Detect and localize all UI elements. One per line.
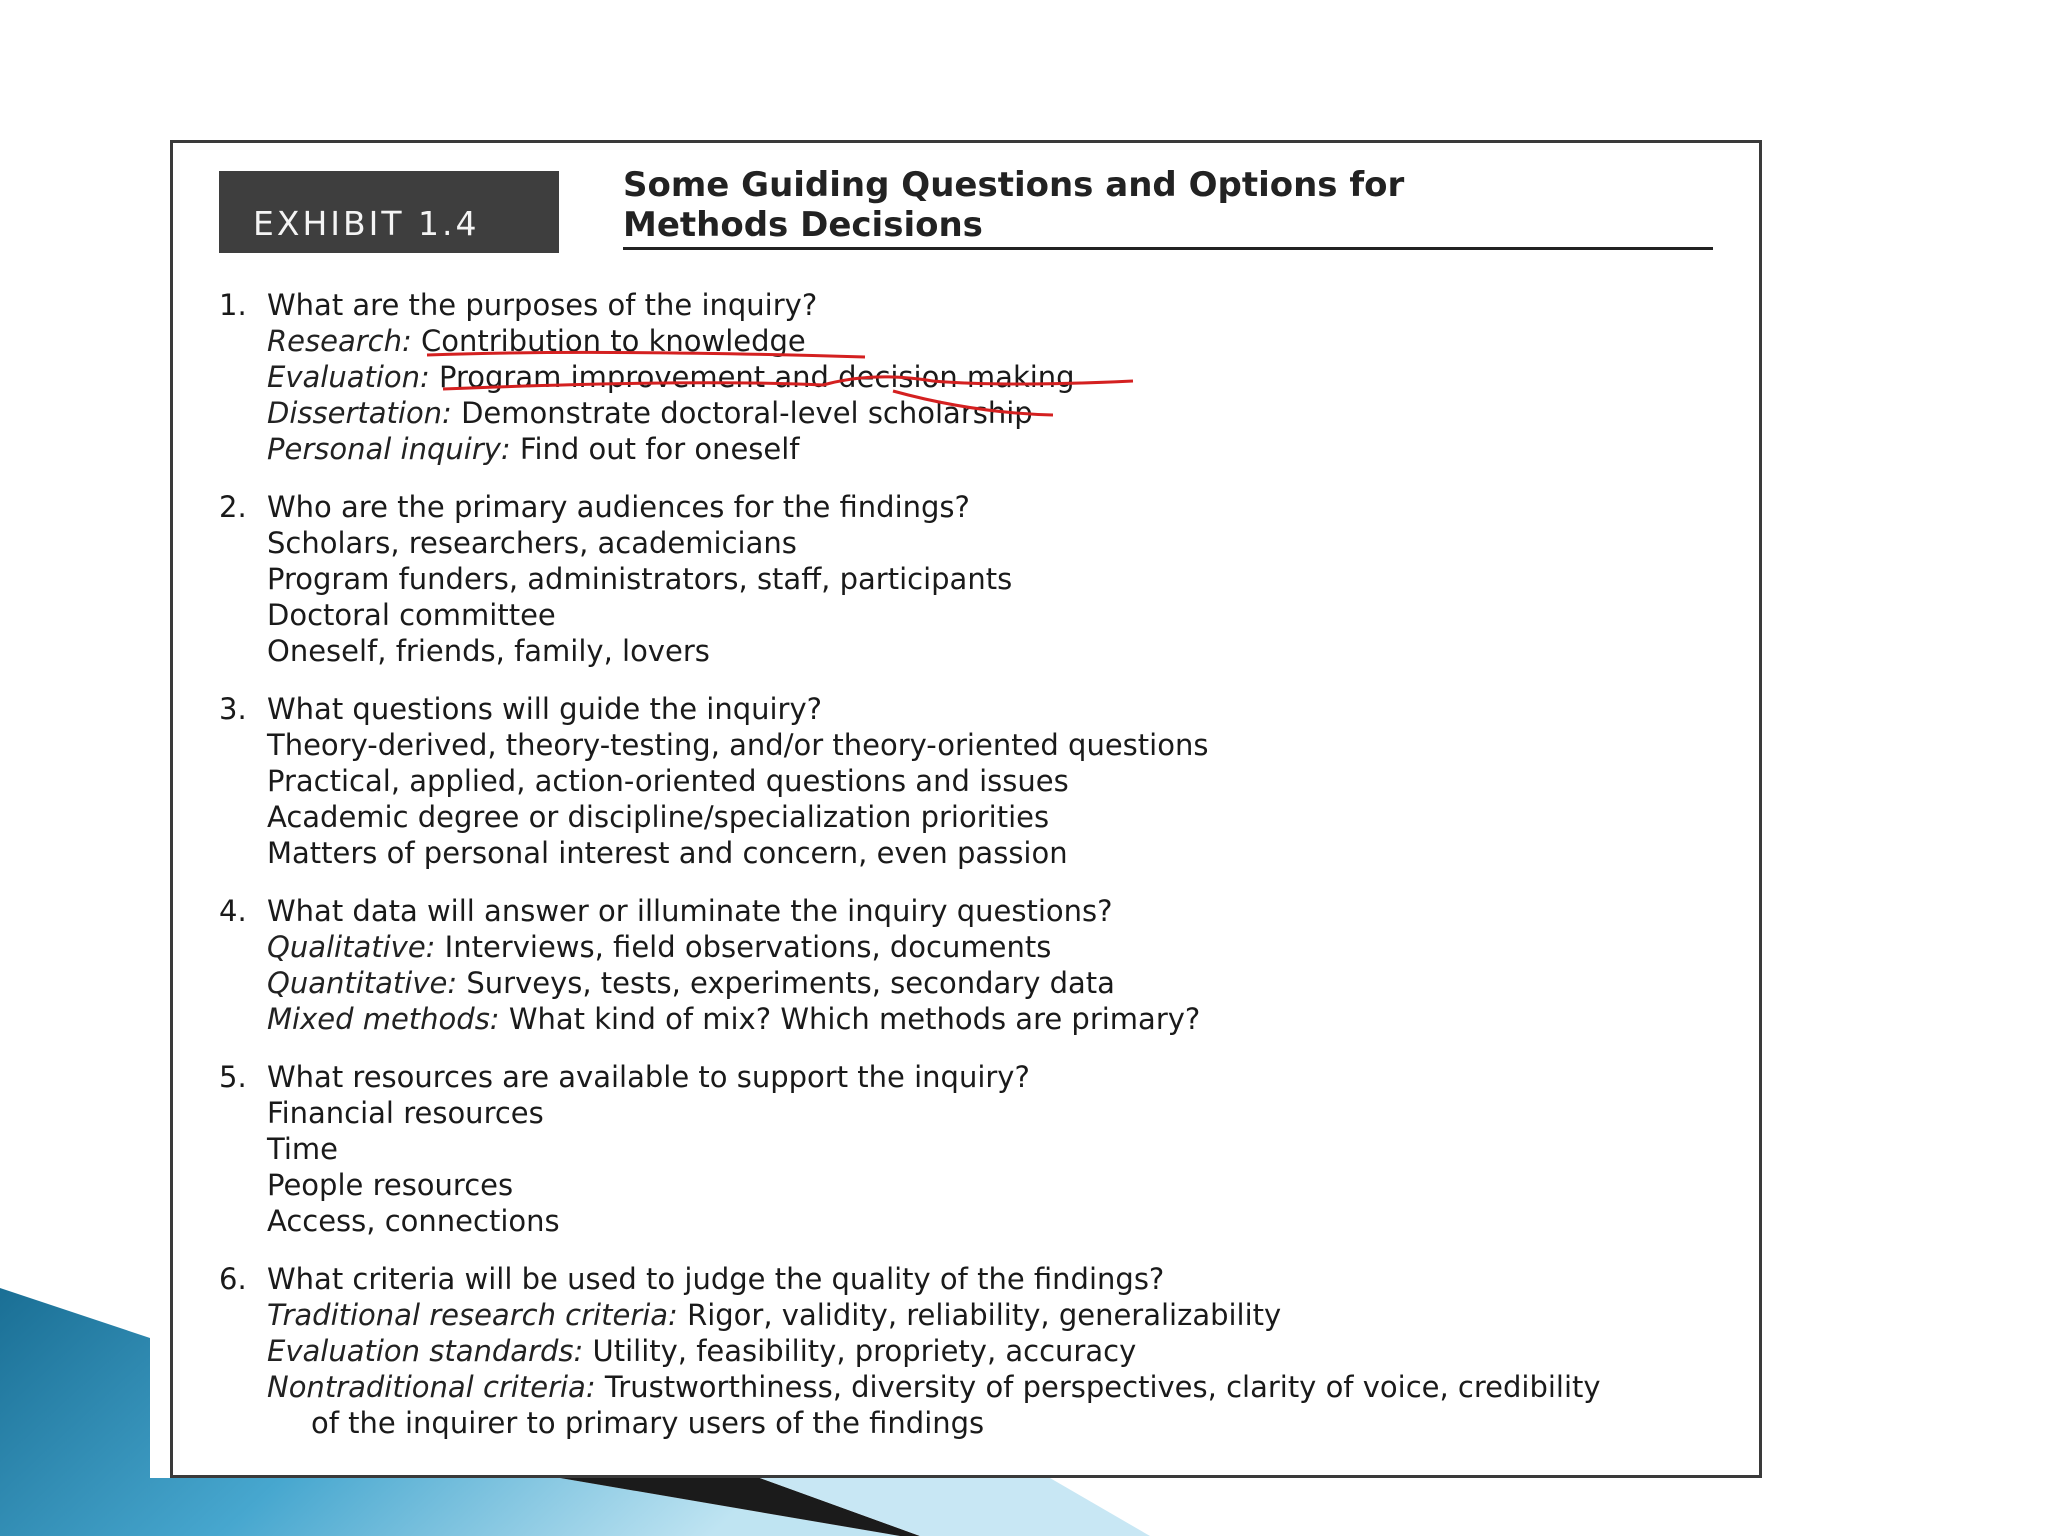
option-text: Scholars, researchers, academicians: [267, 526, 797, 560]
option-label: Personal inquiry:: [267, 432, 511, 466]
option-text: Utility, feasibility, propriety, accuracy: [592, 1334, 1137, 1368]
option-text: Practical, applied, action-oriented questions and issues: [267, 764, 1069, 798]
option-text: Program funders, administrators, staff, participants: [267, 562, 1013, 596]
option-label: Nontraditional criteria:: [267, 1370, 596, 1404]
option-label: Traditional research criteria:: [267, 1298, 678, 1332]
option-text: Trustworthiness, diversity of perspectives, clarity of voice, credibility: [604, 1370, 1601, 1404]
option-personal-inquiry: [219, 431, 1749, 467]
option-nontraditional-criteria: [219, 1369, 1749, 1405]
option-text: Interviews, field observations, documents: [444, 930, 1052, 964]
question-6: [219, 1261, 1749, 1441]
option-text: People resources: [267, 1168, 514, 1202]
option-traditional-criteria: [219, 1297, 1749, 1333]
option-dissertation: [219, 395, 1749, 431]
question-4: [219, 893, 1749, 1037]
question-2: [219, 489, 1749, 669]
option-text: Doctoral committee: [267, 598, 556, 632]
option-label: Quantitative:: [267, 966, 458, 1000]
question-number: 2.: [219, 490, 247, 524]
exhibit-label: EXHIBIT 1.4: [219, 171, 559, 253]
question-text: What are the purposes of the inquiry?: [267, 288, 818, 322]
question-number: 3.: [219, 692, 247, 726]
option-text: What kind of mix? Which methods are primary?: [508, 1002, 1201, 1036]
option-research: [219, 323, 1749, 359]
question-text: What criteria will be used to judge the quality of the findings?: [267, 1262, 1165, 1296]
option-text: Rigor, validity, reliability, generalizability: [687, 1298, 1282, 1332]
option-text: Time: [267, 1132, 338, 1166]
option-text: Academic degree or discipline/specialization priorities: [267, 800, 1050, 834]
option-text: Contribution to knowledge: [420, 324, 806, 358]
exhibit-title-line-1: Some Guiding Questions and Options for: [623, 165, 1405, 205]
exhibit-card: [170, 140, 1762, 1478]
option-text: Theory-derived, theory-testing, and/or theory-oriented questions: [267, 728, 1209, 762]
question-number: 5.: [219, 1060, 247, 1094]
option-label: Evaluation standards:: [267, 1334, 584, 1368]
option-text: Program improvement and decision making: [439, 360, 1075, 394]
question-1: [219, 287, 1749, 467]
question-5: [219, 1059, 1749, 1239]
question-3: [219, 691, 1749, 871]
question-text: What questions will guide the inquiry?: [267, 692, 823, 726]
option-text: Demonstrate doctoral-level scholarship: [461, 396, 1033, 430]
question-number: 6.: [219, 1262, 247, 1296]
option-text: Find out for oneself: [519, 432, 800, 466]
question-number: 1.: [219, 288, 247, 322]
exhibit-title: [623, 165, 1623, 245]
option-qualitative: [219, 929, 1749, 965]
question-list: [219, 287, 1749, 1463]
option-quantitative: [219, 965, 1749, 1001]
option-label: Research:: [267, 324, 412, 358]
option-evaluation: [219, 359, 1749, 395]
option-label: Mixed methods:: [267, 1002, 500, 1036]
option-continuation: of the inquirer to primary users of the findings: [311, 1406, 985, 1440]
option-label: Evaluation:: [267, 360, 430, 394]
option-text: Matters of personal interest and concern, even passion: [267, 836, 1068, 870]
option-label: Dissertation:: [267, 396, 452, 430]
option-text: Financial resources: [267, 1096, 544, 1130]
title-divider: [623, 247, 1713, 250]
option-evaluation-standards: [219, 1333, 1749, 1369]
option-mixed-methods: [219, 1001, 1749, 1037]
question-text: What data will answer or illuminate the inquiry questions?: [267, 894, 1113, 928]
option-text: Access, connections: [267, 1204, 560, 1238]
exhibit-title-line-2: Methods Decisions: [623, 205, 983, 245]
option-text: Oneself, friends, family, lovers: [267, 634, 710, 668]
question-text: Who are the primary audiences for the findings?: [267, 490, 970, 524]
question-number: 4.: [219, 894, 247, 928]
option-label: Qualitative:: [267, 930, 436, 964]
option-text: Surveys, tests, experiments, secondary data: [466, 966, 1115, 1000]
question-text: What resources are available to support the inquiry?: [267, 1060, 1030, 1094]
